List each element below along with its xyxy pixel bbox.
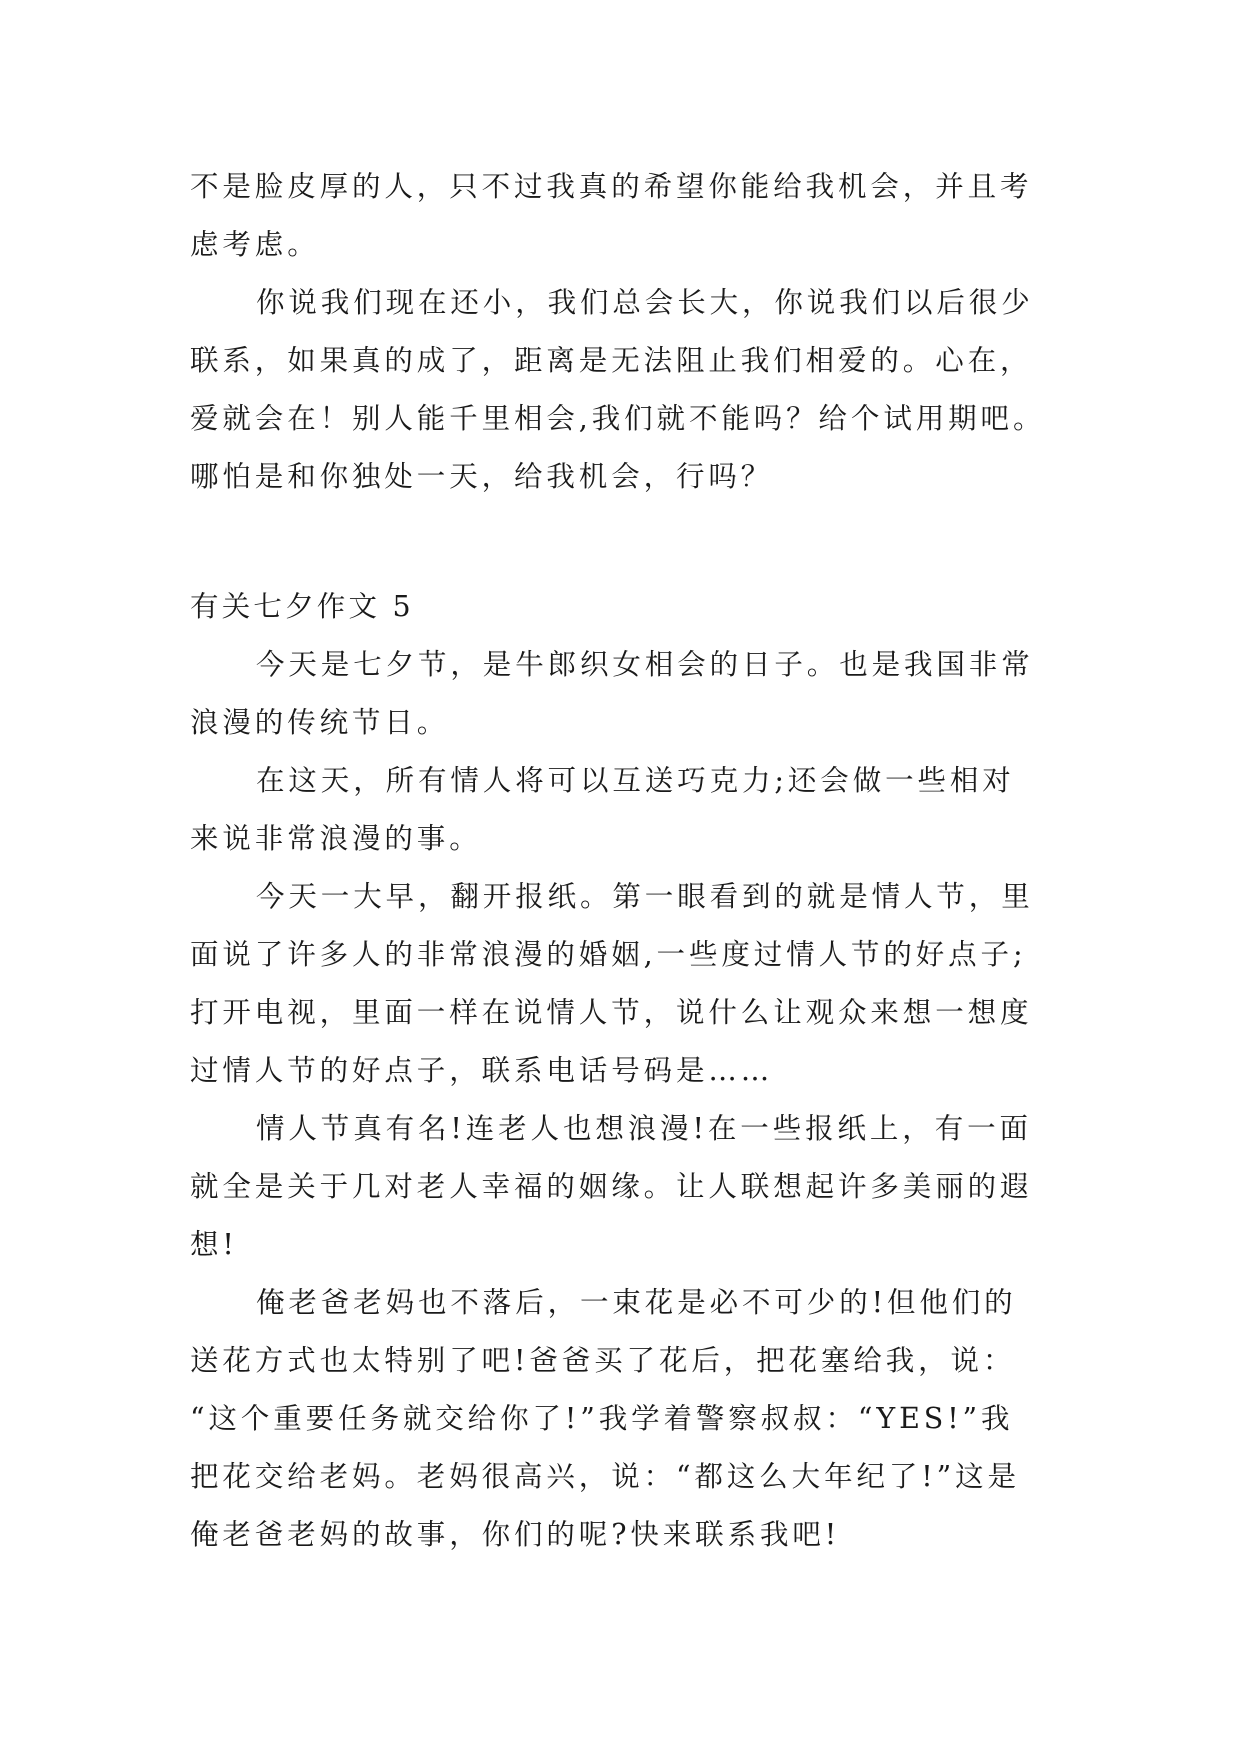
text-line: 就全是关于几对老人幸福的姻缘。让人联想起许多美丽的遐: [190, 1170, 1033, 1203]
text-line: 爱就会在！别人能千里相会,我们就不能吗？给个试用期吧。: [190, 402, 1046, 435]
text-line: 联系，如果真的成了，距离是无法阻止我们相爱的。心在，: [190, 344, 1033, 377]
text-line: 打开电视，里面一样在说情人节，说什么让观众来想一想度: [190, 996, 1033, 1029]
paragraph: [190, 1274, 1060, 1564]
paragraph: [190, 636, 1060, 752]
text-line: 虑考虑。: [190, 228, 320, 261]
text-line: 情人节真有名!连老人也想浪漫!在一些报纸上，有一面: [256, 1112, 1032, 1145]
text-line: 今天是七夕节，是牛郎织女相会的日子。也是我国非常: [256, 648, 1034, 681]
text-line: “这个重要任务就交给你了!”我学着警察叔叔：“YES!”我: [190, 1402, 1014, 1435]
text-line: 来说非常浪漫的事。: [190, 822, 482, 855]
section-heading: 有关七夕作文 5: [190, 590, 414, 623]
text-line: 俺老爸老妈也不落后，一束花是必不可少的!但他们的: [256, 1286, 1017, 1319]
section-spacer: [190, 506, 1060, 578]
text-line: 在这天，所有情人将可以互送巧克力;还会做一些相对: [256, 764, 1015, 797]
text-line: 今天一大早，翻开报纸。第一眼看到的就是情人节，里: [256, 880, 1034, 913]
paragraph-continued: [190, 158, 1060, 274]
text-line: 浪漫的传统节日。: [190, 706, 450, 739]
paragraph: [190, 752, 1060, 868]
paragraph: [190, 868, 1060, 1100]
text-line: 面说了许多人的非常浪漫的婚姻,一些度过情人节的好点子;: [190, 938, 1027, 971]
text-line: 不是脸皮厚的人，只不过我真的希望你能给我机会，并且考: [190, 170, 1033, 203]
text-line: 过情人节的好点子，联系电话号码是……: [190, 1054, 774, 1087]
text-line: 想!: [190, 1228, 238, 1261]
document-body: [190, 158, 1060, 1564]
text-line: 送花方式也太特别了吧!爸爸买了花后，把花塞给我，说：: [190, 1344, 1016, 1377]
text-line: 你说我们现在还小，我们总会长大，你说我们以后很少: [256, 286, 1034, 319]
text-line: 哪怕是和你独处一天，给我机会，行吗？: [190, 460, 774, 493]
paragraph: [190, 274, 1060, 506]
text-line: 俺老爸老妈的故事，你们的呢?快来联系我吧!: [190, 1518, 841, 1551]
text-line: 把花交给老妈。老妈很高兴，说：“都这么大年纪了!”这是: [190, 1460, 1020, 1493]
paragraph: [190, 1100, 1060, 1274]
